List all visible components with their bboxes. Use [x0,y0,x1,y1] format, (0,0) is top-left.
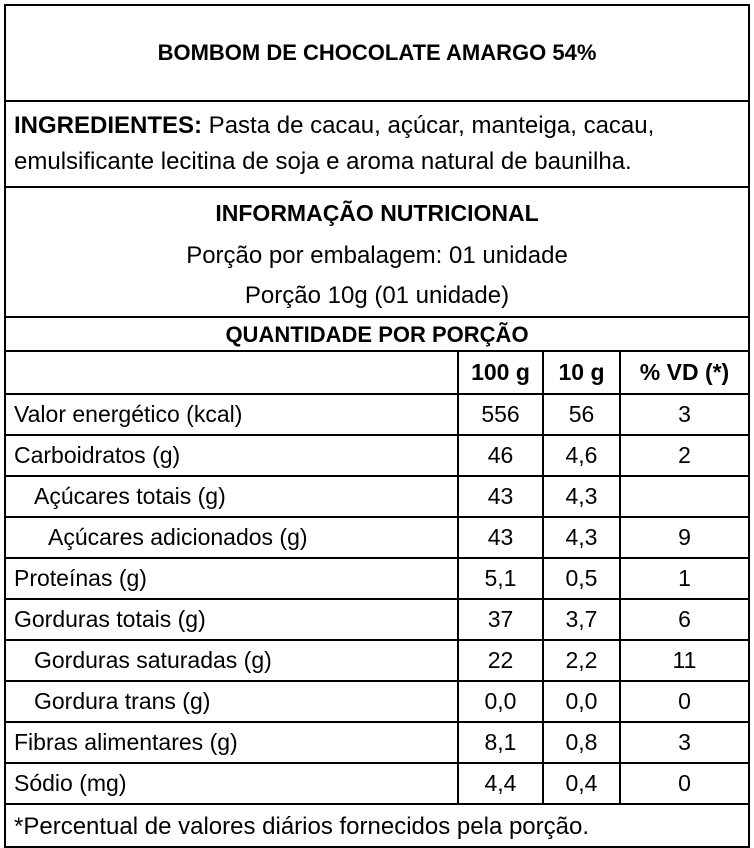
value-per-100g: 8,1 [458,722,543,763]
daily-value-percent: 2 [620,435,748,476]
value-per-10g: 56 [543,394,620,435]
serving-size: Porção 10g (01 unidade) [244,282,510,309]
value-per-100g: 0,0 [458,681,543,722]
table-row [6,681,748,722]
column-header-vd: % VD (*) [620,352,748,394]
value-per-100g: 4,4 [458,763,543,804]
value-per-100g: 5,1 [458,558,543,599]
nutrient-name: Valor energético (kcal) [6,394,458,435]
daily-value-percent: 11 [620,640,748,681]
table-row [6,476,748,517]
nutrition-info-heading: INFORMAÇÃO NUTRICIONAL [215,200,539,226]
daily-value-percent: 0 [620,763,748,804]
quantity-per-serving-heading: QUANTIDADE POR PORÇÃO [6,318,748,352]
table-row [6,722,748,763]
nutrition-label [4,4,750,848]
ingredients-section [6,102,748,188]
value-per-100g: 43 [458,476,543,517]
value-per-100g: 22 [458,640,543,681]
nutrient-name: Açúcares totais (g) [6,476,458,517]
nutrient-name: Gordura trans (g) [6,681,458,722]
value-per-10g: 4,6 [543,435,620,476]
daily-value-percent: 3 [620,394,748,435]
value-per-10g: 4,3 [543,476,620,517]
table-row [6,394,748,435]
table-header-row [6,352,748,394]
nutrient-name: Sódio (mg) [6,763,458,804]
table-row [6,599,748,640]
value-per-100g: 37 [458,599,543,640]
daily-value-percent: 9 [620,517,748,558]
nutrition-info-section [6,188,748,318]
column-header-nutrient [6,352,458,394]
servings-per-package: Porção por embalagem: 01 unidade [186,242,568,269]
value-per-10g: 0,8 [543,722,620,763]
nutrient-name: Gorduras totais (g) [6,599,458,640]
ingredients-text: Pasta de cacau, açúcar, manteiga, cacau, emulsificante lecitina de soja e aroma natural de baunilha. [14,112,655,175]
value-per-100g: 43 [458,517,543,558]
column-header-10g: 10 g [543,352,620,394]
value-per-10g: 4,3 [543,517,620,558]
column-header-100g: 100 g [458,352,543,394]
daily-value-percent: 6 [620,599,748,640]
nutrient-name: Carboidratos (g) [6,435,458,476]
nutrient-name: Açúcares adicionados (g) [6,517,458,558]
value-per-10g: 2,2 [543,640,620,681]
ingredients-label: INGREDIENTES: [14,112,203,139]
nutrient-name: Gorduras saturadas (g) [6,640,458,681]
nutrient-name: Proteínas (g) [6,558,458,599]
footnote: *Percentual de valores diários fornecidos pela porção. [14,813,590,840]
value-per-100g: 556 [458,394,543,435]
daily-value-percent: 3 [620,722,748,763]
nutrition-table [6,352,748,805]
table-row [6,558,748,599]
value-per-10g: 0,0 [543,681,620,722]
value-per-100g: 46 [458,435,543,476]
nutrient-name: Fibras alimentares (g) [6,722,458,763]
product-title: BOMBOM DE CHOCOLATE AMARGO 54% [6,6,748,102]
value-per-10g: 0,4 [543,763,620,804]
daily-value-percent: 1 [620,558,748,599]
table-row [6,517,748,558]
table-row [6,435,748,476]
table-row [6,640,748,681]
daily-value-percent [620,476,748,517]
table-row [6,763,748,804]
value-per-10g: 0,5 [543,558,620,599]
nutrient-rows [6,394,748,804]
value-per-10g: 3,7 [543,599,620,640]
daily-value-percent: 0 [620,681,748,722]
